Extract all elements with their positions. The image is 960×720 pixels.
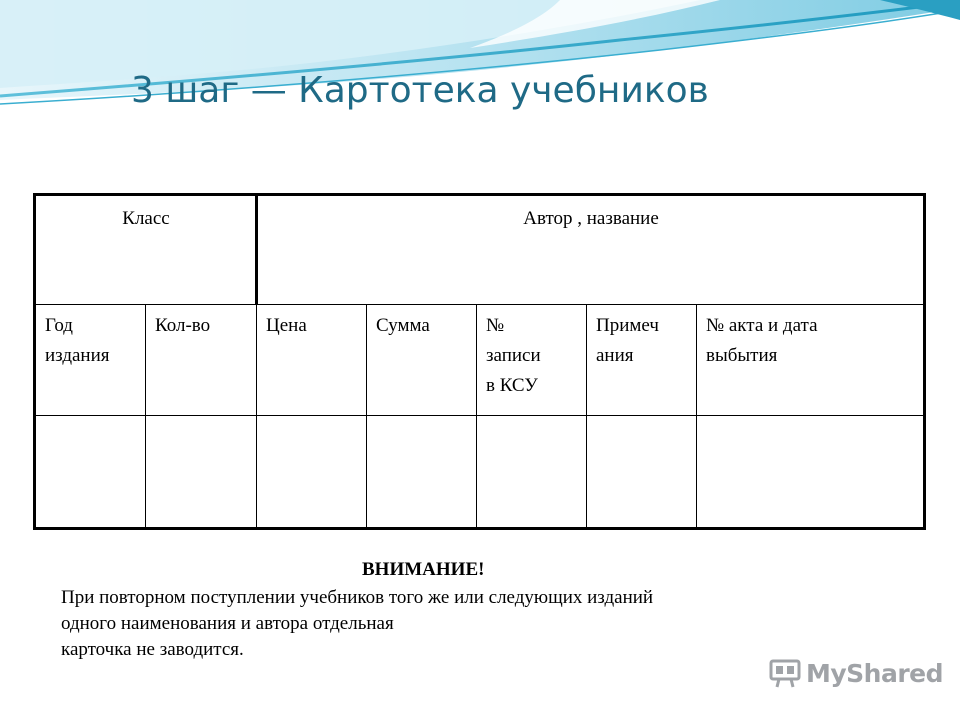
notice-line: При повторном поступлении учебников того же или следующих изданий [61, 587, 654, 608]
header-ksu-record: № записи в КСУ [477, 305, 587, 416]
myshared-watermark [768, 655, 943, 691]
header-act-date: № акта и дата выбытия [697, 305, 925, 416]
myshared-logo-text: MyShared [806, 658, 944, 688]
notice-line: карточка не заводится. [61, 639, 244, 660]
header-price: Цена [257, 305, 367, 416]
header-author-title: Автор , название [257, 195, 925, 305]
header-sum: Сумма [367, 305, 477, 416]
empty-cell [697, 416, 925, 529]
table-row [35, 195, 925, 305]
notice-heading: ВНИМАНИЕ! [362, 559, 485, 580]
empty-cell [587, 416, 697, 529]
slide-title: 3 шаг — Картотека учебников [131, 70, 709, 111]
myshared-logo-icon [768, 657, 802, 689]
empty-cell [477, 416, 587, 529]
header-notes: Примеч ания [587, 305, 697, 416]
table-row [35, 416, 925, 529]
header-quantity: Кол-во [146, 305, 257, 416]
notice-text [61, 585, 861, 663]
header-year: Год издания [35, 305, 146, 416]
header-class: Класс [35, 195, 257, 305]
table-row [35, 305, 925, 416]
empty-cell [35, 416, 146, 529]
empty-cell [257, 416, 367, 529]
empty-cell [367, 416, 477, 529]
empty-cell [146, 416, 257, 529]
notice-line: одного наименования и автора отдельная [61, 613, 394, 634]
textbook-card-table [33, 193, 926, 530]
